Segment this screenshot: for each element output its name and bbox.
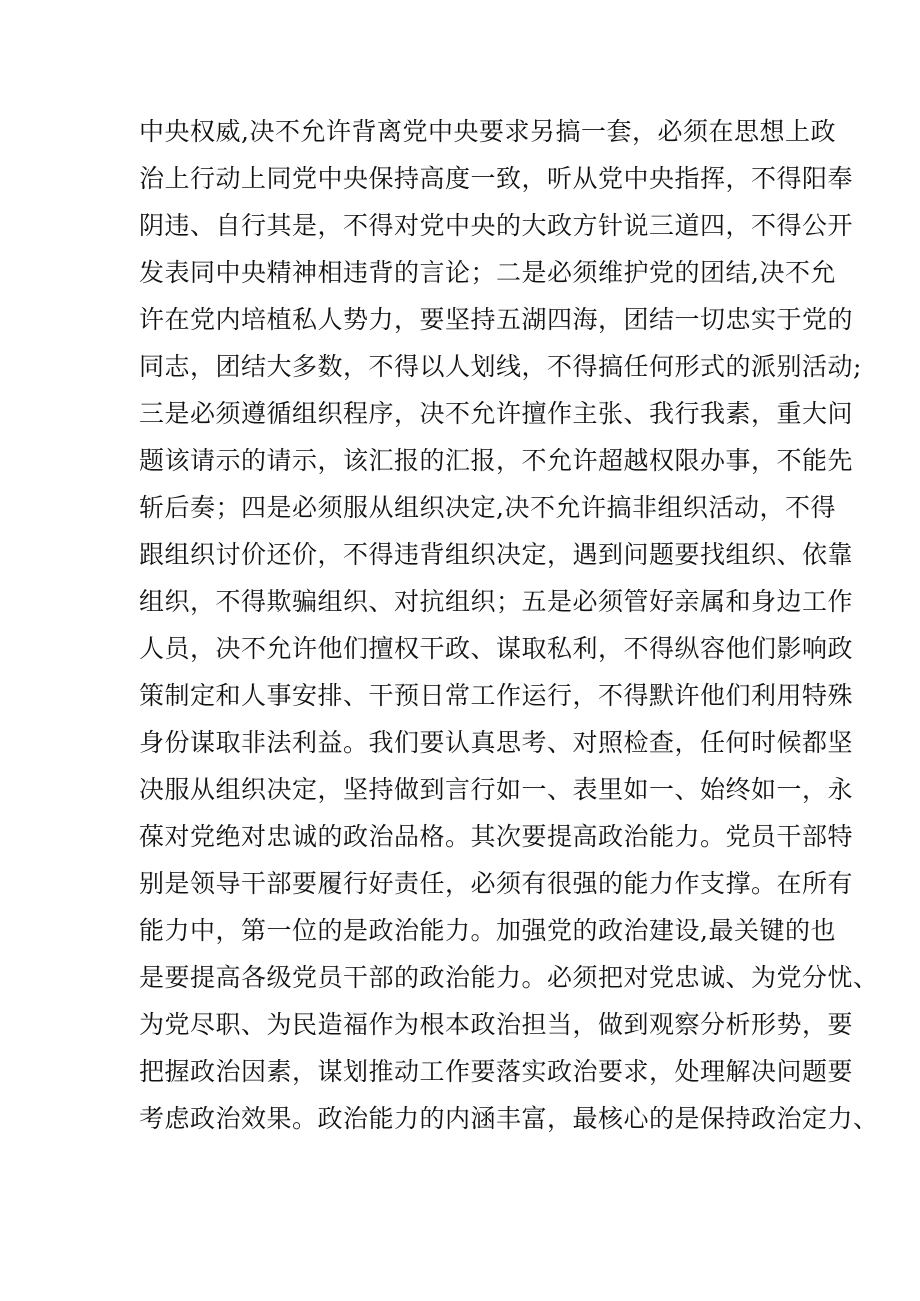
text-line: 能力中，第一位的是政治能力。加强党的政治建设,最关键的也 [139,916,836,945]
text-line: 同志，团结大多数，不得以人划线，不得搞任何形式的派别活动; [139,352,862,381]
text-line: 身份谋取非法利益。我们要认真思考、对照检查，任何时候都坚 [139,728,854,757]
text-line: 策制定和人事安排、干预日常工作运行，不得默许他们利用特殊 [139,681,854,710]
text-line: 许在党内培植私人势力，要坚持五湖四海，团结一切忠实于党的 [139,305,854,334]
text-line: 葆对党绝对忠诚的政治品格。其次要提高政治能力。党员干部特 [139,822,854,851]
text-line: 题该请示的请示，该汇报的汇报，不允许超越权限办事，不能先 [139,446,854,475]
text-line: 决服从组织决定，坚持做到言行如一、表里如一、始终如一，永 [139,775,854,804]
text-line: 跟组织讨价还价，不得违背组织决定，遇到问题要找组织、依靠 [139,540,854,569]
text-line: 发表同中央精神相违背的言论；二是必须维护党的团结,决不允 [139,258,836,287]
text-line: 是要提高各级党员干部的政治能力。必须把对党忠诚、为党分忧、 [139,963,879,992]
text-line: 组织，不得欺骗组织、对抗组织；五是必须管好亲属和身边工作 [139,587,854,616]
text-line: 人员，决不允许他们擅权干政、谋取私利，不得纵容他们影响政 [139,634,854,663]
text-line: 斩后奏；四是必须服从组织决定,决不允许搞非组织活动，不得 [139,493,836,522]
text-line: 阴违、自行其是，不得对党中央的大政方针说三道四，不得公开 [139,211,854,240]
text-line: 别是领导干部要履行好责任，必须有很强的能力作支撑。在所有 [139,869,854,898]
text-line: 为党尽职、为民造福作为根本政治担当，做到观察分析形势，要 [139,1010,854,1039]
body-paragraph [139,108,879,1142]
text-line: 治上行动上同党中央保持高度一致，听从党中央指挥，不得阳奉 [139,164,854,193]
text-line: 把握政治因素，谋划推动工作要落实政治要求，处理解决问题要 [139,1057,854,1086]
text-line: 三是必须遵循组织程序，决不允许擅作主张、我行我素，重大问 [139,399,854,428]
text-line: 考虑政治效果。政治能力的内涵丰富，最核心的是保持政治定力、 [139,1104,879,1133]
text-line: 中央权威,决不允许背离党中央要求另搞一套，必须在思想上政 [139,117,836,146]
